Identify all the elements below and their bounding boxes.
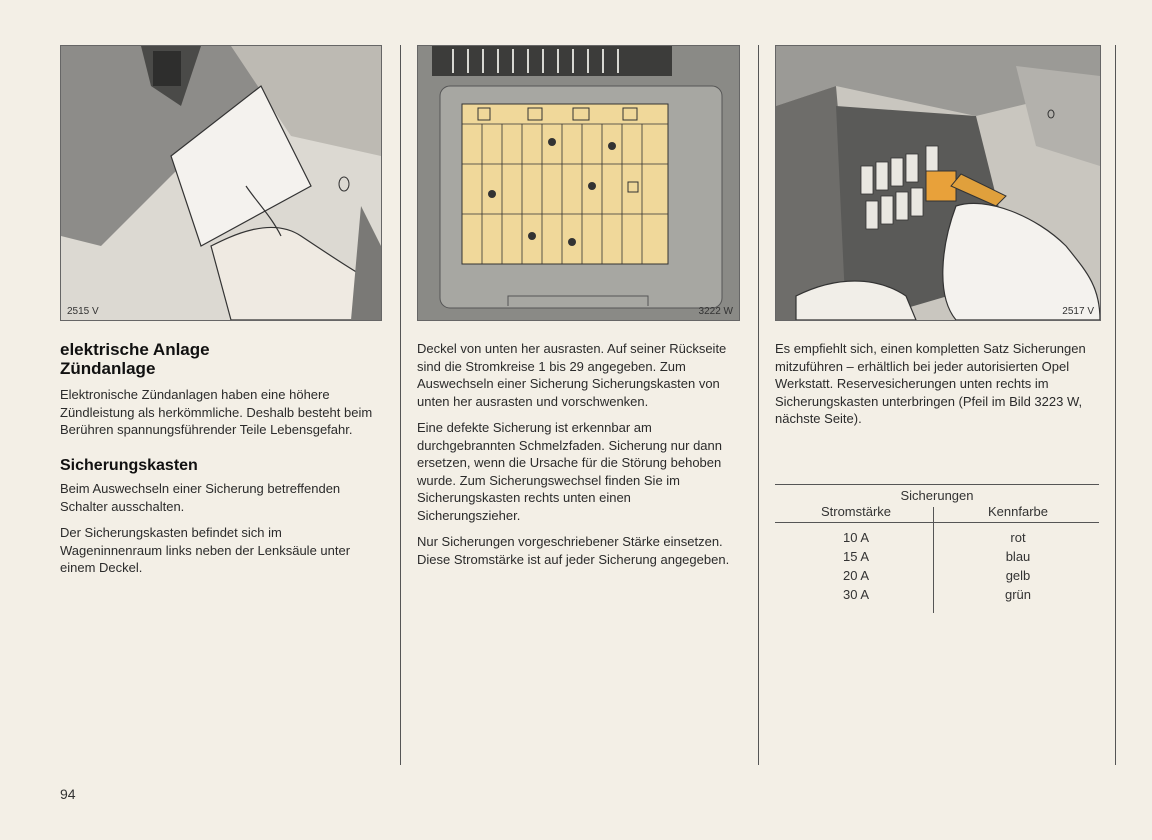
figure-cover-removal bbox=[60, 45, 382, 321]
section-heading-fusebox: Sicherungskasten bbox=[60, 456, 198, 474]
page-number: 94 bbox=[60, 786, 76, 802]
table-cell-amp: 10 A bbox=[842, 530, 870, 545]
fuse-table-header bbox=[775, 504, 1099, 519]
paragraph-defective-fuse: Eine defekte Sicherung ist erkennbar am durchgebrannten Schmelzfaden. Sicherung nur dann ersetzen, wenn die Ursache für die Störung behoben wurde. Zum Sicherungswechsel finden Sie im Sicherungskasten rechts unten einen Sicherungszieher. bbox=[417, 420, 722, 523]
table-divider bbox=[933, 507, 934, 613]
figure-cover-removal-illustration bbox=[61, 46, 381, 320]
paragraph-cover: Deckel von unten her ausrasten. Auf seiner Rückseite sind die Stromkreise 1 bis 29 angegeben. Zum Auswechseln einer Sicherung Sicherungskasten von unten her ausrasten und vorschwenken. bbox=[417, 341, 727, 409]
column-right-text bbox=[775, 340, 1097, 437]
figure-fuse-puller bbox=[775, 45, 1101, 321]
table-cell-amp: 30 A bbox=[842, 587, 870, 602]
table-cell-color: rot bbox=[1010, 530, 1026, 545]
figure-fuse-panel-illustration bbox=[418, 46, 739, 320]
header-amperage: Stromstärke bbox=[820, 504, 892, 519]
table-cell-color: grün bbox=[1004, 587, 1032, 602]
table-cell-amp: 20 A bbox=[842, 568, 870, 583]
paragraph-fuse-rating: Nur Sicherungen vorgeschriebener Stärke einsetzen. Diese Stromstärke ist auf jeder Sicherung angegeben. bbox=[417, 534, 730, 567]
column-divider bbox=[1115, 45, 1116, 765]
column-middle-text bbox=[417, 340, 737, 577]
section-heading-ignition: Zündanlage bbox=[60, 359, 156, 378]
color-column bbox=[937, 523, 1099, 604]
paragraph-ignition: Elektronische Zündanlagen haben eine höhere Zündleistung als herkömmliche. Deshalb besteht beim Berühren spannungsführender Teile Lebensgefahr. bbox=[60, 387, 373, 437]
table-cell-color: blau bbox=[1005, 549, 1031, 564]
fuse-table-body bbox=[775, 523, 1099, 604]
fuse-table bbox=[775, 484, 1099, 604]
table-cell-color: gelb bbox=[1005, 568, 1031, 583]
column-left-text bbox=[60, 340, 378, 586]
header-color: Kennfarbe bbox=[988, 504, 1048, 519]
figure-code: 2517 V bbox=[1062, 306, 1094, 317]
section-heading-electrical: elektrische Anlage bbox=[60, 340, 210, 359]
column-divider bbox=[758, 45, 759, 765]
figure-fuse-puller-illustration bbox=[776, 46, 1100, 320]
amperage-column bbox=[775, 523, 937, 604]
paragraph-fuse-switch: Beim Auswechseln einer Sicherung betreffenden Schalter ausschalten. bbox=[60, 481, 341, 514]
figure-fuse-panel bbox=[417, 45, 740, 321]
paragraph-spare-fuses: Es empfiehlt sich, einen kompletten Satz Sicherungen mitzuführen – erhältlich bei jeder autorisierten Opel Werkstatt. Reservesicherungen unten rechts im Sicherungskasten unterbringen (Pfeil im Bild 3223 W, nächste Seite). bbox=[775, 341, 1086, 426]
column-divider bbox=[400, 45, 401, 765]
figure-code: 2515 V bbox=[67, 306, 99, 317]
paragraph-fusebox-location: Der Sicherungskasten befindet sich im Wageninnenraum links neben der Lenksäule unter einem Deckel. bbox=[60, 525, 351, 575]
table-cell-amp: 15 A bbox=[842, 549, 870, 564]
figure-code: 3222 W bbox=[698, 306, 733, 317]
fuse-table-title: Sicherungen bbox=[900, 488, 974, 503]
